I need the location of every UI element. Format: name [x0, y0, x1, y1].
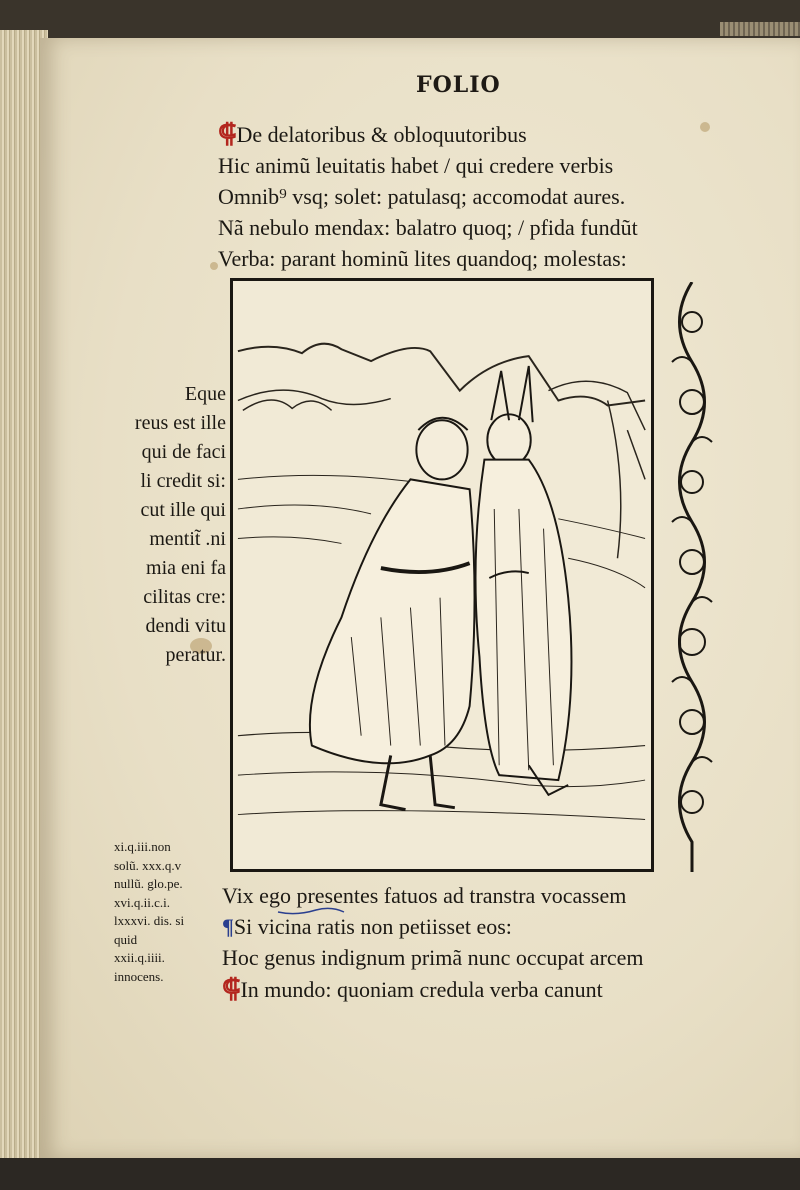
verse-line: Verba: parant hominũ lites quandoq; molestas:: [218, 246, 627, 271]
canon-law-references: [114, 838, 224, 986]
reference-line: xxii.q.iiii.: [114, 950, 165, 965]
gloss-line: Eque: [184, 383, 226, 405]
vine-ornament-icon: [662, 282, 722, 872]
floral-border: [662, 282, 722, 872]
verse-title: De delatoribus & obloquutoribus: [236, 122, 527, 147]
verse-text: Si vicina ratis non petiisset eos:: [233, 914, 512, 939]
reference-line: lxxxvi. dis. si: [114, 913, 185, 928]
gloss-line: li credit si:: [140, 470, 226, 492]
gloss-line: dendi vitu: [145, 615, 226, 637]
verse-top: [218, 118, 738, 274]
gloss-line: peratur.: [165, 644, 226, 666]
folio-header: FOLIO: [416, 72, 501, 98]
reference-line: xvi.q.ii.c.i.: [114, 894, 170, 910]
verse-line: Vix ego presentes fatuos ad transtra vocassem: [222, 883, 627, 908]
gloss-line: mia eni fa: [146, 557, 226, 579]
ink-underline-annotation: [276, 902, 346, 916]
verse-line: [222, 973, 742, 1005]
paper-stain: [210, 262, 218, 270]
gloss-line: cut ille qui: [140, 499, 226, 521]
verse-line: Nã nebulo mendax: balatro quoq; / pfida fundũt: [218, 215, 638, 240]
verse-line: [218, 118, 738, 150]
verse-line: Hic animũ leuitatis habet / qui credere verbis: [218, 153, 614, 178]
gloss-line: qui de faci: [141, 441, 226, 463]
gloss-line: mentit̃ .ni: [149, 528, 226, 550]
adjacent-page-edge: [720, 22, 800, 36]
verse-line: Hoc genus indignum primã nunc occupat arcem: [222, 945, 644, 970]
woodcut-illustration: [230, 278, 654, 872]
reference-line: solũ. xxx.q.v: [114, 857, 182, 873]
verse-bottom: [222, 880, 742, 1005]
top-background: [0, 0, 800, 38]
gloss-line: cilitas cre:: [143, 586, 226, 608]
reference-line: quid: [114, 931, 138, 947]
reference-line: xi.q.iii.non: [114, 839, 171, 854]
verse-text: In mundo: quoniam credula verba canunt: [240, 977, 603, 1002]
marginal-gloss: [116, 380, 226, 670]
rubric-pilcrow-icon: ⸿: [218, 119, 237, 148]
bottom-background: [0, 1158, 800, 1190]
woodcut-drawing: [233, 281, 651, 869]
verse-line: Omnib⁹ vsq; solet: patulasq; accomodat aures.: [218, 184, 626, 209]
rubric-pilcrow-icon: ⸿: [222, 974, 241, 1003]
annotation-pilcrow-icon: ¶: [222, 914, 234, 939]
reference-line: innocens.: [114, 968, 164, 984]
reference-line: nullũ. glo.pe.: [114, 876, 183, 891]
gloss-line: reus est ille: [134, 412, 226, 434]
